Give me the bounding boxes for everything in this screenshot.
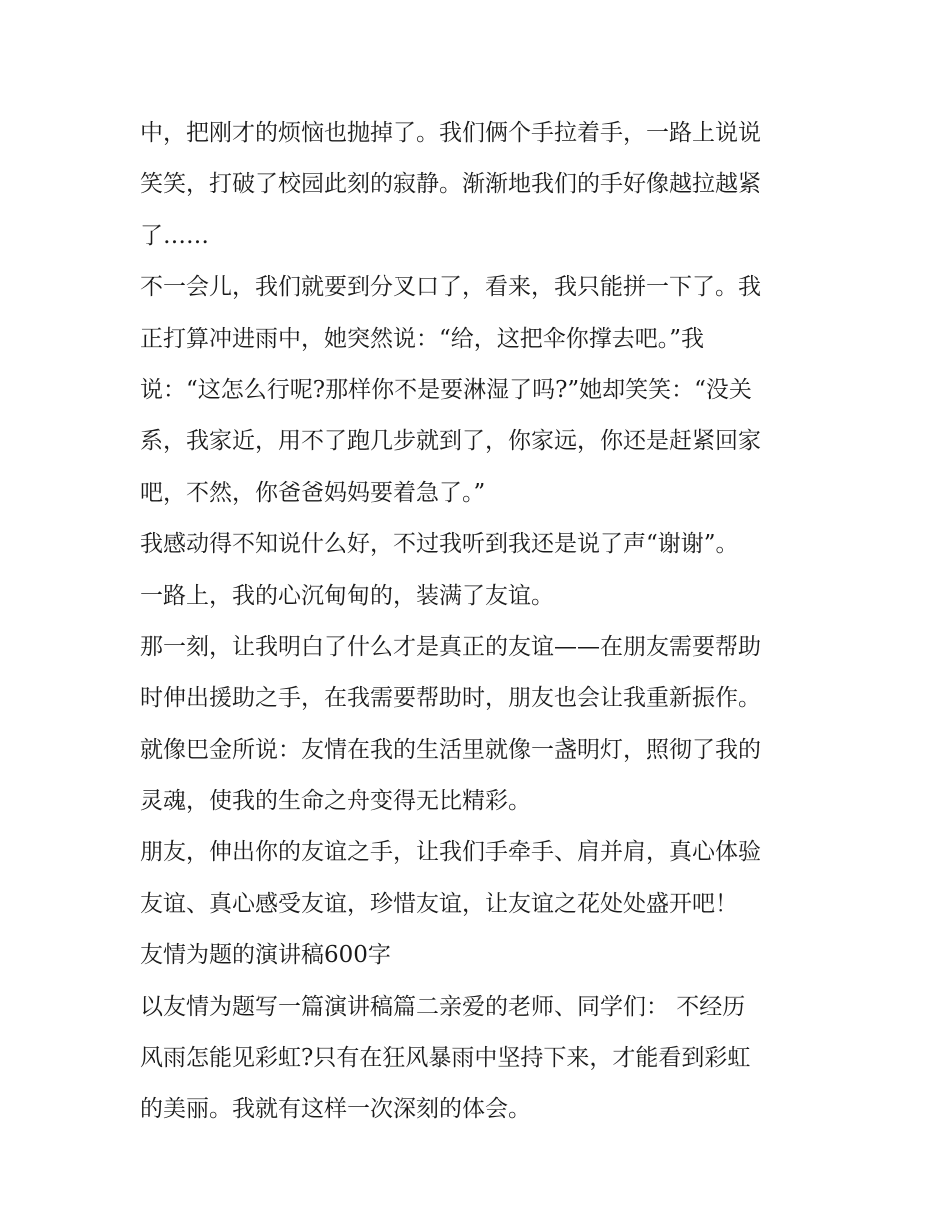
text-line: 了…… xyxy=(140,222,209,249)
text-line: 风雨怎能见彩虹?只有在狂风暴雨中坚持下来，才能看到彩虹 xyxy=(140,1045,751,1072)
text-line: 就像巴金所说：友情在我的生活里就像一盏明灯，照彻了我的 xyxy=(140,736,761,763)
text-line: 时伸出援助之手，在我需要帮助时，朋友也会让我重新振作。 xyxy=(140,685,761,712)
text-line: 一路上，我的心沉甸甸的，装满了友谊。 xyxy=(140,582,554,609)
text-line: 吧，不然，你爸爸妈妈要着急了。” xyxy=(140,479,486,506)
text-line: 以友情为题写一篇演讲稿篇二亲爱的老师、同学们： 不经历 xyxy=(140,993,746,1020)
text-line: 不一会儿，我们就要到分叉口了，看来，我只能拼一下了。我 xyxy=(140,274,761,301)
text-line: 的美丽。我就有这样一次深刻的体会。 xyxy=(140,1096,531,1123)
text-line: 那一刻，让我明白了什么才是真正的友谊——在朋友需要帮助 xyxy=(140,633,761,660)
document-body xyxy=(140,108,820,1136)
text-line: 笑笑，打破了校园此刻的寂静。渐渐地我们的手好像越拉越紧 xyxy=(140,171,761,198)
text-line: 友谊、真心感受友谊，珍惜友谊，让友谊之花处处盛开吧！ xyxy=(140,890,738,917)
text-line: 朋友，伸出你的友谊之手，让我们手牵手、肩并肩，真心体验 xyxy=(140,839,761,866)
section-heading: 友情为题的演讲稿600字 xyxy=(140,942,391,969)
text-line: 中，把刚才的烦恼也抛掉了。我们俩个手拉着手，一路上说说 xyxy=(140,120,761,146)
text-line: 灵魂，使我的生命之舟变得无比精彩。 xyxy=(140,788,531,815)
text-line: 我感动得不知说什么好，不过我听到我还是说了声“谢谢”。 xyxy=(140,531,739,558)
text-line: 说：“这怎么行呢?那样你不是要淋湿了吗?”她却笑笑：“没关 xyxy=(140,376,752,403)
text-line: 系，我家近，用不了跑几步就到了，你家远，你还是赶紧回家 xyxy=(140,428,761,455)
text-line: 正打算冲进雨中，她突然说：“给，这把伞你撑去吧。”我 xyxy=(140,325,705,352)
